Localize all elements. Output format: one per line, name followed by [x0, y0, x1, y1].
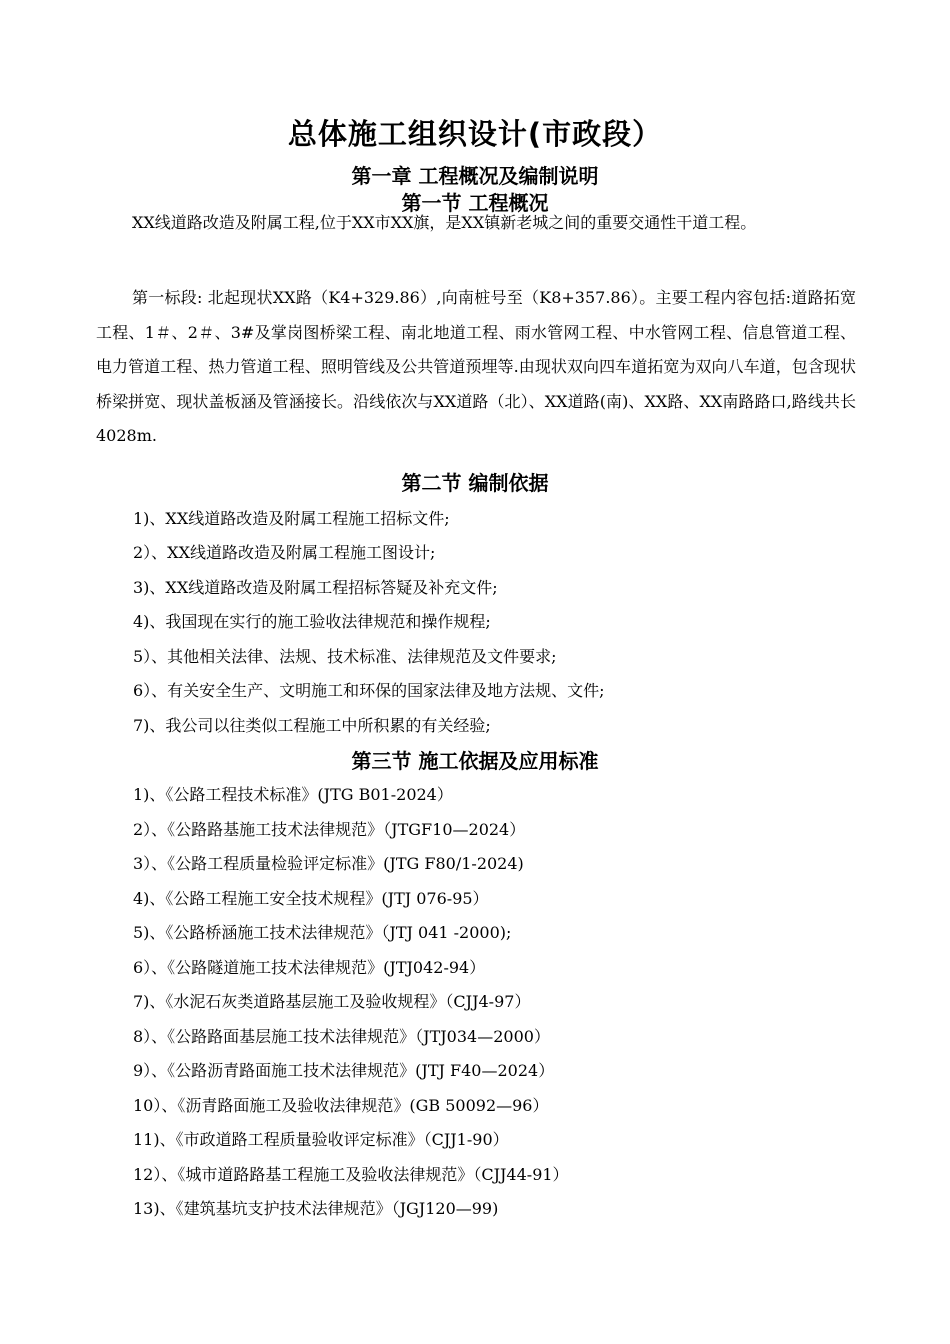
paragraph-bid-section: 第一标段: 北起现状XX路（K4+329.86）,向南桩号至（K8+357.86）。主要工程内容包括:道路拓宽工程、1＃、2＃、3#及掌岗图桥梁工程、南北地道工程、雨水管网工程、中水管网工程、信息管道工程、电力管道工程、热力管道工程、照明管线及公共管道预埋等.由现状双向四车道拓宽为双向八车道，包含现状桥梁拼宽、现状盖板涵及管涵接长。沿线依次与XX道路（北）、XX道路(南)、XX路、XX南路路口,路线共长4028m.: [96, 288, 856, 445]
list-item: 1)、XX线道路改造及附属工程施工招标文件;: [133, 509, 450, 528]
list-item: 5）、其他相关法律、法规、技术标准、法律规范及文件要求;: [133, 647, 557, 666]
list-item: 5)、《公路桥涵施工技术法律规范》（JTJ 041 -2000);: [133, 923, 512, 942]
list-item: 2）、XX线道路改造及附属工程施工图设计;: [133, 543, 436, 562]
list-item: 6）、有关安全生产、文明施工和环保的国家法律及地方法规、文件;: [133, 681, 605, 700]
list-item: 9）、《公路沥青路面施工技术法律规范》(JTJ F40—2024）: [133, 1061, 555, 1080]
list-item: 10）、《沥青路面施工及验收法律规范》(GB 50092—96）: [133, 1096, 549, 1115]
list-item: 11)、《市政道路工程质量验收评定标准》（CJJ1-90）: [133, 1130, 509, 1149]
list-item: 6）、《公路隧道施工技术法律规范》(JTJ042-94）: [133, 958, 486, 977]
list-item: 7)、《水泥石灰类道路基层施工及验收规程》（CJJ4-97）: [133, 992, 531, 1011]
list-item: 3)、XX线道路改造及附属工程招标答疑及补充文件;: [133, 578, 498, 597]
list-item: 13)、《建筑基坑支护技术法律规范》（JGJ120—99): [133, 1199, 499, 1218]
list-item: 4)、《公路工程施工安全技术规程》(JTJ 076-95）: [133, 889, 489, 908]
chapter-heading: 第一章 工程概况及编制说明: [351, 164, 599, 188]
list-item: 3）、《公路工程质量检验评定标准》(JTG F80/1-2024): [133, 854, 524, 873]
list-item: 12）、《城市道路路基工程施工及验收法律规范》（CJJ44-91）: [133, 1165, 569, 1184]
list-item: 4)、我国现在实行的施工验收法律规范和操作规程;: [133, 612, 491, 631]
list-item: 8）、《公路路面基层施工技术法律规范》（JTJ034—2000）: [133, 1027, 550, 1046]
list-item: 2）、《公路路基施工技术法律规范》（JTGF10—2024）: [133, 820, 526, 839]
document-title: 总体施工组织设计(市政段）: [287, 117, 663, 151]
section-heading-2: 第二节 编制依据: [401, 471, 549, 495]
paragraph-project-overview: XX线道路改造及附属工程,位于XX市XX旗，是XX镇新老城之间的重要交通性干道工程。: [132, 213, 757, 232]
list-item: 7)、我公司以往类似工程施工中所积累的有关经验;: [133, 716, 491, 735]
section-heading-1: 第一节 工程概况: [401, 191, 549, 215]
list-item: 1)、《公路工程技术标准》(JTG B01-2024）: [133, 785, 453, 804]
section-heading-3: 第三节 施工依据及应用标准: [351, 749, 599, 773]
